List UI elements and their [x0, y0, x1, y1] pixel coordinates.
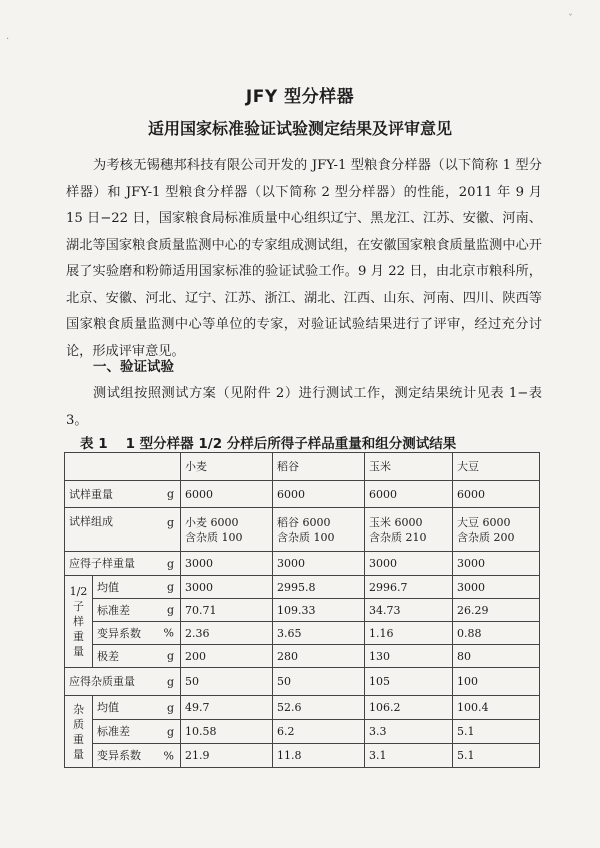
composition-grain: 玉米 6000: [369, 515, 423, 529]
group-label-line: 重量: [73, 630, 84, 658]
row-label-cell: [65, 552, 181, 576]
value-cell: 280: [273, 645, 365, 668]
value-cell: 5.1: [453, 720, 540, 744]
table-caption-number: 表 1: [80, 436, 108, 452]
value-cell: 100.4: [453, 696, 540, 720]
document-title: JFY 型分样器: [245, 87, 355, 107]
table-row: [65, 481, 540, 508]
table-row: [65, 696, 540, 720]
header-cell-wheat: 小麦: [181, 453, 273, 481]
row-unit: %: [163, 749, 174, 762]
row-label: 变异系数: [97, 626, 141, 640]
row-unit: g: [166, 649, 174, 663]
table-row: [65, 508, 540, 552]
table-row: [65, 622, 540, 645]
table-row: [65, 552, 540, 576]
value-cell: 3000: [365, 552, 453, 576]
document-subtitle: 适用国家标准验证试验测定结果及评审意见: [147, 119, 452, 138]
value-cell: 6000: [273, 481, 365, 508]
value-cell: 6000: [365, 481, 453, 508]
row-label-cell: [93, 744, 181, 768]
value-cell: 0.88: [453, 622, 540, 645]
header-cell-corn: 玉米: [365, 453, 453, 481]
group-label-line: 杂质: [73, 702, 84, 731]
table-row: [65, 599, 540, 622]
value-cell: 50: [273, 668, 365, 696]
row-unit: %: [163, 626, 174, 640]
value-cell: 3000: [453, 552, 540, 576]
table-row: [65, 720, 540, 744]
row-label: 试样重量: [69, 487, 113, 501]
value-cell: 2996.7: [365, 576, 453, 599]
section-heading: 一、验证试验: [93, 359, 174, 375]
row-label: 均值: [97, 701, 119, 714]
table-row: [65, 576, 540, 599]
table-caption: [80, 432, 560, 452]
value-cell: 21.9: [181, 744, 273, 768]
group-label-line: 子样: [73, 600, 84, 628]
row-label-cell: [93, 645, 181, 668]
row-label: 极差: [97, 649, 119, 663]
row-label: 标准差: [97, 603, 130, 617]
header-cell-soybean: 大豆: [453, 453, 540, 481]
value-cell: 6.2: [273, 720, 365, 744]
row-unit: g: [166, 516, 174, 529]
value-cell: 6000: [453, 481, 540, 508]
value-cell: 3000: [181, 552, 273, 576]
composition-grain: 小麦 6000: [185, 515, 239, 529]
value-cell: 130: [365, 645, 453, 668]
row-label: 变异系数: [97, 749, 141, 762]
composition-grain: 稻谷 6000: [277, 515, 331, 529]
table-row: [65, 668, 540, 696]
row-label-cell: [65, 508, 181, 552]
value-cell: 11.8: [273, 744, 365, 768]
value-cell: 3000: [453, 576, 540, 599]
row-label-cell: [93, 622, 181, 645]
value-cell: 10.58: [181, 720, 273, 744]
value-cell: 106.2: [365, 696, 453, 720]
group-label-line: 重量: [73, 732, 84, 761]
table-row: [65, 645, 540, 668]
row-label: 应得杂质重量: [69, 675, 135, 688]
row-unit: g: [166, 603, 174, 617]
composition-impurity: 含杂质 200: [457, 530, 515, 544]
row-label: 均值: [97, 580, 119, 594]
group-label-impurity: [65, 696, 93, 768]
row-label-cell: [65, 481, 181, 508]
composition-impurity: 含杂质 210: [369, 530, 427, 544]
value-cell: 200: [181, 645, 273, 668]
section-paragraph: 测试组按照测试方案（见附件 2）进行测试工作，测定结果统计见表 1−表 3。: [66, 386, 542, 428]
value-cell: 109.33: [273, 599, 365, 622]
results-table: [64, 452, 540, 768]
row-label: 试样组成: [69, 515, 113, 528]
value-cell: [453, 508, 540, 552]
table-caption-text: 1 型分样器 1/2 分样后所得子样品重量和组分测试结果: [125, 436, 457, 452]
value-cell: 26.29: [453, 599, 540, 622]
scan-speck: ·: [6, 34, 10, 45]
value-cell: 3.1: [365, 744, 453, 768]
header-corner-cell: [65, 453, 181, 481]
value-cell: 2995.8: [273, 576, 365, 599]
scan-speck: ˇ: [568, 14, 573, 25]
composition-impurity: 含杂质 100: [277, 530, 335, 544]
group-label-half-sample: [65, 576, 93, 668]
value-cell: 49.7: [181, 696, 273, 720]
value-cell: 80: [453, 645, 540, 668]
value-cell: [365, 508, 453, 552]
value-cell: 52.6: [273, 696, 365, 720]
row-label-cell: [93, 696, 181, 720]
value-cell: [181, 508, 273, 552]
row-unit: g: [166, 725, 174, 738]
header-cell-rice: 稻谷: [273, 453, 365, 481]
row-label: 标准差: [97, 725, 130, 738]
value-cell: 50: [181, 668, 273, 696]
value-cell: 105: [365, 668, 453, 696]
row-unit: g: [166, 701, 174, 714]
composition-grain: 大豆 6000: [457, 515, 511, 529]
row-unit: g: [166, 675, 174, 688]
row-label-cell: [65, 668, 181, 696]
value-cell: 1.16: [365, 622, 453, 645]
row-label-cell: [93, 576, 181, 599]
value-cell: [273, 508, 365, 552]
group-label-line: 1/2: [69, 585, 88, 598]
value-cell: 3.3: [365, 720, 453, 744]
value-cell: 34.73: [365, 599, 453, 622]
value-cell: 2.36: [181, 622, 273, 645]
value-cell: 6000: [181, 481, 273, 508]
row-unit: g: [166, 557, 174, 570]
value-cell: 100: [453, 668, 540, 696]
row-label-cell: [93, 720, 181, 744]
composition-impurity: 含杂质 100: [185, 530, 243, 544]
table-row: [65, 744, 540, 768]
value-cell: 3000: [273, 552, 365, 576]
value-cell: 3000: [181, 576, 273, 599]
row-unit: g: [166, 580, 174, 594]
value-cell: 70.71: [181, 599, 273, 622]
row-label: 应得子样重量: [69, 557, 135, 570]
table-header-row: [65, 453, 540, 481]
row-label-cell: [93, 599, 181, 622]
intro-paragraph: 为考核无锡穗邦科技有限公司开发的 JFY-1 型粮食分样器（以下简称 1 型分样器）和 JFY-1 型粮食分样器（以下简称 2 型分样器）的性能，2011 年 9 月 15 日−22 日，国家粮食局标准质量中心组织辽宁、黑龙江、江苏、安徽、河南、湖北等国家粮食质量监测中心的专家组成测试组，在安徽国家粮食质量监测中心开展了实验磨和粉筛适用国家标准的验证试验工作。9 月 22 日，由北京市粮科所，北京、安徽、河北、辽宁、江苏、浙江、湖北、江西、山东、河南、四川、陕西等国家粮食质量监测中心等单位的专家，对验证试验结果进行了评审，经过充分讨论，形成评审意见。: [66, 158, 542, 359]
value-cell: 3.65: [273, 622, 365, 645]
row-unit: g: [166, 487, 174, 501]
value-cell: 5.1: [453, 744, 540, 768]
